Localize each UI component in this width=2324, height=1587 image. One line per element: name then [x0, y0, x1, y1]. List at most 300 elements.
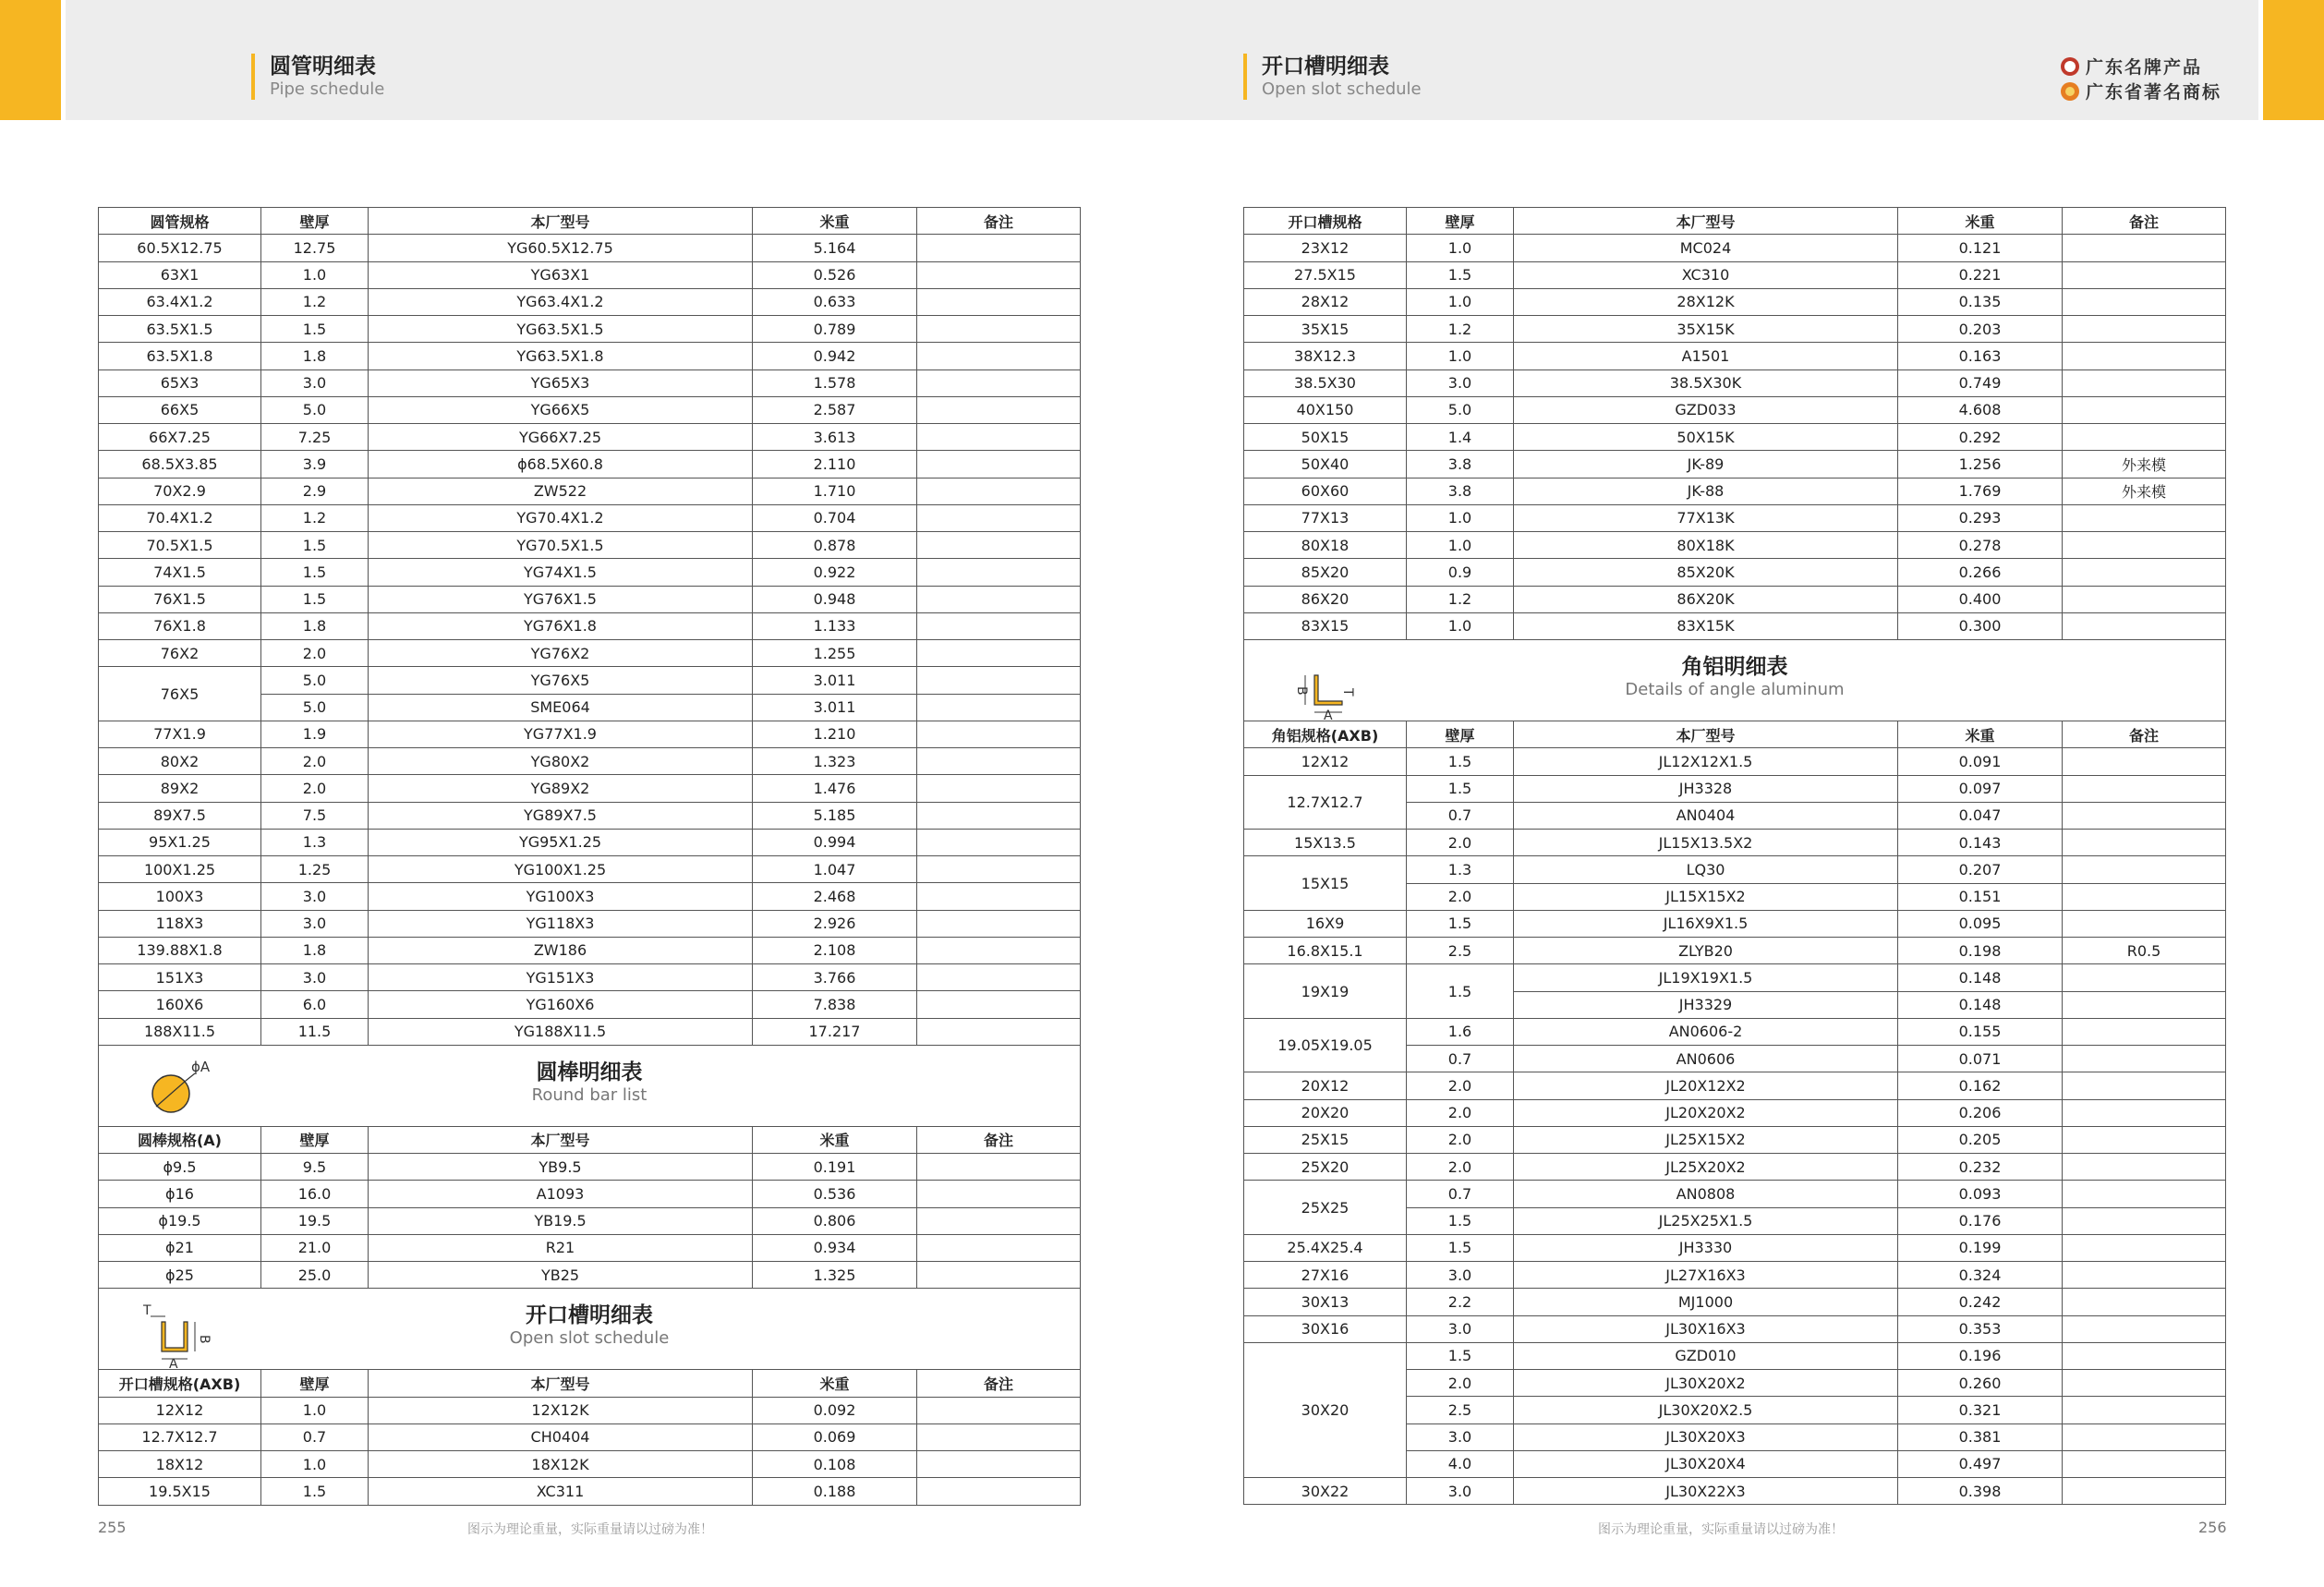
- table-cell: 2.5: [1407, 1397, 1514, 1423]
- table-cell: 28X12: [1244, 288, 1407, 315]
- table-cell: JK-88: [1514, 478, 1898, 504]
- table-cell: AN0808: [1514, 1181, 1898, 1207]
- table-row: [99, 1018, 1081, 1045]
- table-cell: [2063, 261, 2226, 288]
- table-row: [1244, 235, 2226, 261]
- section-title-zh: 角铝明细表: [1681, 655, 1788, 679]
- table-row: [1244, 424, 2226, 451]
- table-cell: 0.135: [1898, 288, 2063, 315]
- table-row: [1244, 1018, 2226, 1045]
- table-cell: [2063, 830, 2226, 856]
- table-cell: 1.5: [1407, 261, 1514, 288]
- table-row: [99, 964, 1081, 991]
- table-cell: 3.0: [261, 369, 369, 396]
- table-cell: 50X40: [1244, 451, 1407, 478]
- table-cell: [2063, 612, 2226, 639]
- table-cell: 2.468: [753, 883, 917, 910]
- table-cell: 0.198: [1898, 938, 2063, 964]
- table-cell: 3.0: [261, 910, 369, 937]
- table-cell: YG63.5X1.5: [369, 316, 753, 343]
- table-cell: YG80X2: [369, 748, 753, 775]
- table-row: [99, 883, 1081, 910]
- table-cell: 20X20: [1244, 1099, 1407, 1126]
- column-header: 壁厚: [261, 1126, 369, 1153]
- table-cell: 0.293: [1898, 504, 2063, 531]
- table-cell: MC024: [1514, 235, 1898, 261]
- table-cell: R21: [369, 1234, 753, 1261]
- table-cell: YG100X1.25: [369, 856, 753, 883]
- table-cell: YG188X11.5: [369, 1018, 753, 1045]
- table-cell: 2.0: [1407, 1072, 1514, 1099]
- table-cell: 28X12K: [1514, 288, 1898, 315]
- table-cell: [2063, 1072, 2226, 1099]
- table-cell: 外来模: [2063, 478, 2226, 504]
- table-cell: [917, 586, 1081, 612]
- table-cell: 2.926: [753, 910, 917, 937]
- table-cell: 16.8X15.1: [1244, 938, 1407, 964]
- table-cell: 27.5X15: [1244, 261, 1407, 288]
- table-cell: [2063, 586, 2226, 612]
- table-cell: JL19X19X1.5: [1514, 964, 1898, 991]
- table-cell: 25.0: [261, 1262, 369, 1289]
- table-cell: 12.7X12.7: [99, 1423, 261, 1450]
- table-cell: 1.476: [753, 775, 917, 802]
- table-cell: 5.164: [753, 235, 917, 261]
- table-cell: [2063, 1018, 2226, 1045]
- table-cell: 5.0: [261, 667, 369, 694]
- table-cell: [2063, 1478, 2226, 1505]
- table-cell: 0.526: [753, 261, 917, 288]
- table-cell: 25X25: [1244, 1181, 1407, 1235]
- table-cell: 0.536: [753, 1181, 917, 1207]
- table-row: [1244, 261, 2226, 288]
- table-cell: 1.2: [1407, 586, 1514, 612]
- table-cell: JL20X20X2: [1514, 1099, 1898, 1126]
- table-cell: 65X3: [99, 369, 261, 396]
- table-cell: YG70.5X1.5: [369, 532, 753, 559]
- table-cell: YG76X2: [369, 640, 753, 667]
- table-cell: YB25: [369, 1262, 753, 1289]
- table-cell: 0.266: [1898, 559, 2063, 586]
- table-cell: 1.5: [1407, 1207, 1514, 1234]
- table-cell: 1.5: [1407, 910, 1514, 937]
- title-zh: 开口槽明细表: [1262, 55, 1389, 79]
- table-cell: 15X15: [1244, 856, 1407, 911]
- table-cell: 0.071: [1898, 1046, 2063, 1072]
- accent-separator-right: [2258, 0, 2263, 120]
- pipe-schedule-table: [98, 207, 1081, 1506]
- table-cell: 1.5: [1407, 1234, 1514, 1261]
- table-cell: JL30X22X3: [1514, 1478, 1898, 1505]
- table-row: [99, 261, 1081, 288]
- table-row: [1244, 1315, 2226, 1342]
- section-title: [99, 1060, 1080, 1106]
- page-title-left: [251, 54, 384, 100]
- table-cell: 3.766: [753, 964, 917, 991]
- table-cell: [917, 856, 1081, 883]
- table-cell: [917, 261, 1081, 288]
- table-cell: [2063, 1342, 2226, 1369]
- table-cell: ZW522: [369, 478, 753, 504]
- table-cell: [917, 1262, 1081, 1289]
- table-cell: 1.8: [261, 343, 369, 369]
- table-row: [1244, 612, 2226, 639]
- table-cell: JL25X20X2: [1514, 1154, 1898, 1181]
- table-cell: 2.0: [261, 748, 369, 775]
- table-cell: R0.5: [2063, 938, 2226, 964]
- table-row: [99, 586, 1081, 612]
- table-row: [99, 559, 1081, 586]
- table-cell: YG77X1.9: [369, 721, 753, 747]
- table-cell: 0.749: [1898, 369, 2063, 396]
- table-cell: 1.5: [261, 532, 369, 559]
- table-cell: ϕ68.5X60.8: [369, 451, 753, 478]
- table-cell: 89X7.5: [99, 802, 261, 829]
- table-cell: 0.353: [1898, 1315, 2063, 1342]
- table-cell: 0.203: [1898, 316, 2063, 343]
- table-cell: 0.108: [753, 1451, 917, 1478]
- table-cell: JL16X9X1.5: [1514, 910, 1898, 937]
- table-header-row: [99, 1126, 1081, 1153]
- table-cell: 16.0: [261, 1181, 369, 1207]
- table-row: [1244, 504, 2226, 531]
- table-cell: 0.176: [1898, 1207, 2063, 1234]
- table-cell: 100X3: [99, 883, 261, 910]
- table-cell: 0.148: [1898, 991, 2063, 1018]
- table-row: [99, 532, 1081, 559]
- table-cell: 35X15K: [1514, 316, 1898, 343]
- table-cell: 1.2: [1407, 316, 1514, 343]
- table-cell: 0.097: [1898, 775, 2063, 802]
- table-cell: 0.994: [753, 829, 917, 855]
- table-cell: 0.069: [753, 1423, 917, 1450]
- table-cell: 19.5X15: [99, 1478, 261, 1505]
- table-row: [1244, 586, 2226, 612]
- table-cell: [917, 910, 1081, 937]
- table-cell: 0.9: [1407, 559, 1514, 586]
- table-cell: [917, 478, 1081, 504]
- table-cell: 0.221: [1898, 261, 2063, 288]
- table-cell: 3.8: [1407, 478, 1514, 504]
- table-cell: [917, 1154, 1081, 1181]
- table-cell: [917, 1207, 1081, 1234]
- table-cell: AN0606: [1514, 1046, 1898, 1072]
- table-cell: [917, 667, 1081, 694]
- table-cell: 1.133: [753, 612, 917, 639]
- table-cell: 86X20K: [1514, 586, 1898, 612]
- table-cell: 80X18: [1244, 532, 1407, 559]
- table-row: [99, 478, 1081, 504]
- table-cell: 2.0: [1407, 1154, 1514, 1181]
- brand-text: 广东名牌产品: [2086, 57, 2203, 78]
- table-cell: ZW186: [369, 937, 753, 963]
- table-row: [1244, 1262, 2226, 1289]
- table-row: [99, 1234, 1081, 1261]
- table-row: [1244, 1099, 2226, 1126]
- table-cell: 1.325: [753, 1262, 917, 1289]
- table-cell: 1.8: [261, 612, 369, 639]
- table-row: [1244, 396, 2226, 423]
- table-cell: 2.110: [753, 451, 917, 478]
- table-header-row: [99, 208, 1081, 235]
- table-row: [99, 667, 1081, 694]
- table-cell: YG76X5: [369, 667, 753, 694]
- table-row: [1244, 856, 2226, 883]
- table-row: [1244, 288, 2226, 315]
- table-cell: 5.0: [1407, 396, 1514, 423]
- table-cell: [917, 369, 1081, 396]
- table-cell: JL30X20X3: [1514, 1423, 1898, 1450]
- table-cell: 7.5: [261, 802, 369, 829]
- table-cell: 0.047: [1898, 802, 2063, 829]
- table-cell: 1.5: [1407, 964, 1514, 1019]
- table-row: [99, 424, 1081, 451]
- table-cell: YG66X5: [369, 396, 753, 423]
- column-header: 米重: [753, 1126, 917, 1153]
- table-cell: 27X16: [1244, 1262, 1407, 1289]
- table-cell: [917, 1018, 1081, 1045]
- table-cell: YG76X1.5: [369, 586, 753, 612]
- table-cell: 70.5X1.5: [99, 532, 261, 559]
- table-cell: LQ30: [1514, 856, 1898, 883]
- table-cell: 12X12: [99, 1397, 261, 1423]
- section-title: [99, 1302, 1080, 1349]
- column-header: 开口槽规格(AXB): [99, 1370, 261, 1397]
- section-title-row: [99, 1045, 1081, 1126]
- table-cell: [917, 829, 1081, 855]
- table-cell: 66X7.25: [99, 424, 261, 451]
- table-cell: [917, 640, 1081, 667]
- accent-bar-left: [0, 0, 61, 120]
- table-cell: ϕ25: [99, 1262, 261, 1289]
- table-cell: 3.0: [261, 883, 369, 910]
- table-cell: 0.121: [1898, 235, 2063, 261]
- section-title-en: Open slot schedule: [509, 1328, 670, 1349]
- table-cell: 3.9: [261, 451, 369, 478]
- table-cell: 1.210: [753, 721, 917, 747]
- table-cell: [917, 1478, 1081, 1505]
- section-title-cell: [99, 1045, 1081, 1126]
- table-cell: YG95X1.25: [369, 829, 753, 855]
- table-cell: [917, 1234, 1081, 1261]
- table-cell: 74X1.5: [99, 559, 261, 586]
- table-cell: 1.769: [1898, 478, 2063, 504]
- table-cell: [2063, 1370, 2226, 1397]
- column-header: 备注: [917, 208, 1081, 235]
- table-cell: [917, 451, 1081, 478]
- table-cell: 0.789: [753, 316, 917, 343]
- section-title: [1244, 654, 2225, 700]
- table-cell: [2063, 1315, 2226, 1342]
- table-cell: [2063, 856, 2226, 883]
- accent-separator-left: [61, 0, 66, 120]
- table-row: [99, 396, 1081, 423]
- table-cell: [2063, 1181, 2226, 1207]
- column-header: 本厂型号: [369, 1126, 753, 1153]
- table-cell: [2063, 343, 2226, 369]
- table-cell: 1.0: [1407, 612, 1514, 639]
- column-header: 圆棒规格(A): [99, 1126, 261, 1153]
- footer-note-left: 图示为理论重量，实际重量请以过磅为准！: [467, 1522, 713, 1537]
- page-number-right: 256: [2198, 1519, 2227, 1536]
- table-cell: 1.5: [1407, 748, 1514, 775]
- brand-badges: [2061, 54, 2227, 103]
- section-title-cell: [1244, 640, 2226, 721]
- table-cell: 1.5: [1407, 1342, 1514, 1369]
- table-cell: 0.934: [753, 1234, 917, 1261]
- table-cell: 23X12: [1244, 235, 1407, 261]
- table-row: [1244, 1478, 2226, 1505]
- table-cell: 19.05X19.05: [1244, 1018, 1407, 1072]
- table-cell: 0.093: [1898, 1181, 2063, 1207]
- table-cell: 1.8: [261, 937, 369, 963]
- brand-row: [2061, 54, 2227, 79]
- table-cell: 0.806: [753, 1207, 917, 1234]
- table-row: [1244, 316, 2226, 343]
- section-title-en: Round bar list: [531, 1084, 648, 1105]
- column-header: 本厂型号: [369, 208, 753, 235]
- table-cell: ϕ9.5: [99, 1154, 261, 1181]
- table-cell: ZLYB20: [1514, 938, 1898, 964]
- table-row: [99, 721, 1081, 747]
- table-cell: 2.0: [1407, 1099, 1514, 1126]
- table-cell: YG65X3: [369, 369, 753, 396]
- table-cell: 1.0: [261, 261, 369, 288]
- table-cell: 1.578: [753, 369, 917, 396]
- table-cell: 85X20: [1244, 559, 1407, 586]
- table-cell: YG74X1.5: [369, 559, 753, 586]
- table-cell: [917, 504, 1081, 531]
- column-header: 壁厚: [261, 1370, 369, 1397]
- table-cell: 0.7: [1407, 1181, 1514, 1207]
- column-header: 本厂型号: [1514, 721, 1898, 748]
- table-cell: 50X15: [1244, 424, 1407, 451]
- column-header: 备注: [917, 1126, 1081, 1153]
- table-row: [1244, 1154, 2226, 1181]
- table-row: [1244, 451, 2226, 478]
- table-cell: 63.5X1.8: [99, 343, 261, 369]
- table-row: [1244, 1289, 2226, 1315]
- table-cell: CH0404: [369, 1423, 753, 1450]
- table-cell: 0.162: [1898, 1072, 2063, 1099]
- table-cell: 50X15K: [1514, 424, 1898, 451]
- table-cell: [2063, 1234, 2226, 1261]
- table-cell: [2063, 316, 2226, 343]
- title-zh: 圆管明细表: [270, 55, 376, 79]
- table-row: [1244, 1234, 2226, 1261]
- table-cell: 0.7: [261, 1423, 369, 1450]
- table-cell: JL25X15X2: [1514, 1126, 1898, 1153]
- section-title-cell: [99, 1289, 1081, 1370]
- column-header: 圆管规格: [99, 208, 261, 235]
- table-cell: [917, 721, 1081, 747]
- table-cell: 77X13K: [1514, 504, 1898, 531]
- column-header: 备注: [2063, 721, 2226, 748]
- table-cell: 18X12K: [369, 1451, 753, 1478]
- table-cell: [2063, 235, 2226, 261]
- table-cell: 66X5: [99, 396, 261, 423]
- table-cell: 1.0: [1407, 343, 1514, 369]
- table-cell: [2063, 1046, 2226, 1072]
- section-title-zh: 开口槽明细表: [526, 1303, 653, 1328]
- table-cell: 63X1: [99, 261, 261, 288]
- table-cell: YG89X2: [369, 775, 753, 802]
- table-row: [1244, 1126, 2226, 1153]
- table-row: [99, 1154, 1081, 1181]
- table-cell: 0.095: [1898, 910, 2063, 937]
- open-slot-schedule-table: [1243, 207, 2226, 1505]
- table-cell: 60X60: [1244, 478, 1407, 504]
- table-cell: 4.0: [1407, 1450, 1514, 1477]
- table-cell: YG160X6: [369, 991, 753, 1018]
- table-cell: 0.260: [1898, 1370, 2063, 1397]
- table-row: [99, 1397, 1081, 1423]
- table-cell: JL30X16X3: [1514, 1315, 1898, 1342]
- table-cell: 18X12: [99, 1451, 261, 1478]
- table-cell: A1093: [369, 1181, 753, 1207]
- section-title-row: [1244, 640, 2226, 721]
- column-header: 开口槽规格: [1244, 208, 1407, 235]
- table-row: [99, 316, 1081, 343]
- table-row: [99, 504, 1081, 531]
- table-cell: 0.242: [1898, 1289, 2063, 1315]
- table-cell: GZD033: [1514, 396, 1898, 423]
- table-cell: [2063, 1099, 2226, 1126]
- table-cell: 83X15K: [1514, 612, 1898, 639]
- table-row: [99, 856, 1081, 883]
- thickness-label: T: [143, 1303, 151, 1319]
- table-cell: JL27X16X3: [1514, 1262, 1898, 1289]
- column-header: 壁厚: [1407, 721, 1514, 748]
- table-cell: 30X22: [1244, 1478, 1407, 1505]
- column-header: 角铝规格(AXB): [1244, 721, 1407, 748]
- table-row: [1244, 910, 2226, 937]
- table-cell: 0.163: [1898, 343, 2063, 369]
- table-cell: 38.5X30K: [1514, 369, 1898, 396]
- table-cell: [2063, 775, 2226, 802]
- table-cell: 7.838: [753, 991, 917, 1018]
- table-cell: 118X3: [99, 910, 261, 937]
- table-cell: 2.0: [1407, 883, 1514, 910]
- table-cell: 6.0: [261, 991, 369, 1018]
- column-header: 备注: [2063, 208, 2226, 235]
- table-row: [99, 829, 1081, 855]
- table-row: [1244, 775, 2226, 802]
- table-cell: [917, 343, 1081, 369]
- column-header: 壁厚: [261, 208, 369, 235]
- table-cell: 12X12K: [369, 1397, 753, 1423]
- table-cell: 188X11.5: [99, 1018, 261, 1045]
- table-cell: 11.5: [261, 1018, 369, 1045]
- table-cell: 1.5: [261, 1478, 369, 1505]
- table-cell: 76X1.5: [99, 586, 261, 612]
- table-row: [99, 748, 1081, 775]
- table-cell: 15X13.5: [1244, 830, 1407, 856]
- table-cell: 17.217: [753, 1018, 917, 1045]
- title-en: Pipe schedule: [270, 79, 385, 99]
- table-cell: 0.155: [1898, 1018, 2063, 1045]
- table-cell: 1.25: [261, 856, 369, 883]
- section-title-en: Details of angle aluminum: [1625, 680, 1845, 699]
- table-cell: 0.324: [1898, 1262, 2063, 1289]
- section-title-zh: 圆棒明细表: [536, 1060, 643, 1084]
- table-cell: 4.608: [1898, 396, 2063, 423]
- table-cell: 0.948: [753, 586, 917, 612]
- section-title-row: [99, 1289, 1081, 1370]
- table-cell: [917, 1397, 1081, 1423]
- table-cell: SME064: [369, 694, 753, 721]
- table-cell: 139.88X1.8: [99, 937, 261, 963]
